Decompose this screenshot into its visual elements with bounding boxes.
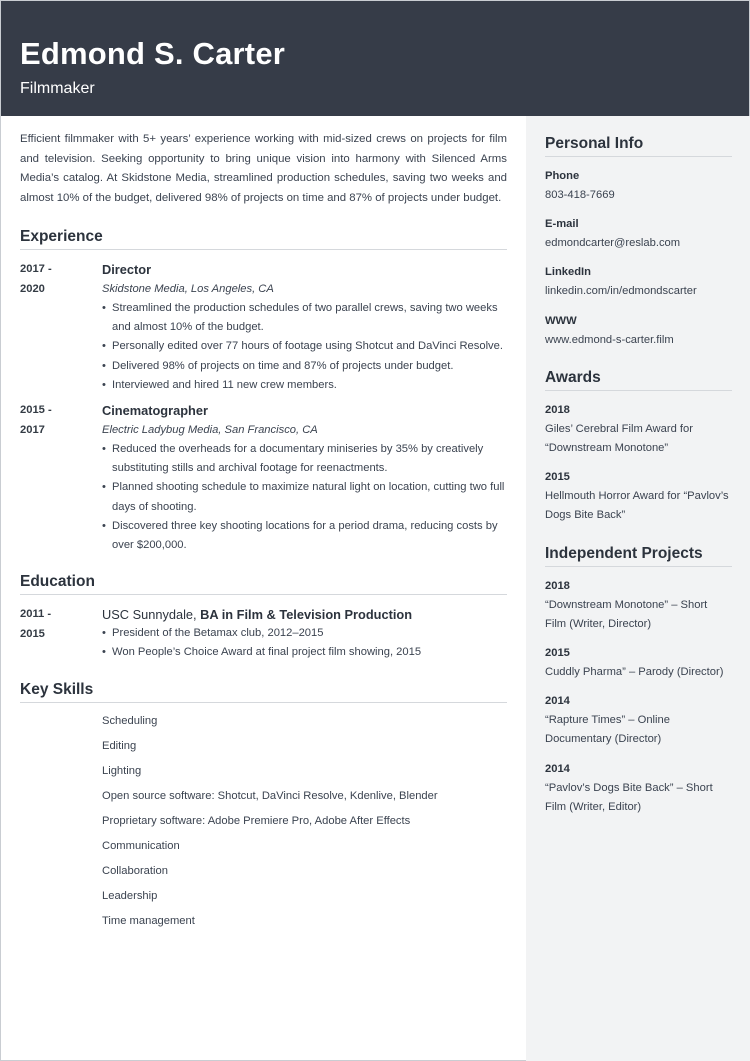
entry-date [20,401,102,555]
summary-paragraph: Efficient filmmaker with 5+ years’ experience working with mid-sized crews on projects for film and television. Seeking opportunity to bring unique vision into harmony with Silenced Arms Media’s catalog. At Skidstone Media, streamlined production schedules, saving two weeks and almost 10% of the budget, delivered 98% of projects on time and 87% of projects under budget. [20,133,507,204]
bullet-item: • Interviewed and hired 11 new crew members. [102,376,507,395]
entry-body [102,260,507,395]
date-end: 2017 [20,423,45,436]
phone-value: 803-418-7669 [545,189,615,201]
job-title: Cinematographer [102,403,208,419]
projects-section [545,545,731,817]
bullet-item: • Planned shooting schedule to maximize natural light on location, cutting two full days of shooting. [102,478,507,516]
personal-info-heading: Personal Info [545,135,732,157]
bullet-item: • Reduced the overheads for a documentary miniseries by 35% by creatively substituting stills and archival footage for reenactments. [102,440,507,478]
job-company: Electric Ladybug Media, San Francisco, CA [102,424,318,437]
skill-item: Leadership [102,889,158,902]
education-bullets [102,624,507,662]
job-bullets [102,299,507,395]
bullet-item: • Discovered three key shooting locations for a period drama, reducing costs by over $200,000. [102,517,507,555]
project-text: Cuddly Pharma” – Parody (Director) [545,666,724,679]
awards-heading: Awards [545,369,732,391]
linkedin-label: LinkedIn [545,266,591,279]
linkedin-value: linkedin.com/in/edmondscarter [545,285,697,298]
skill-item: Proprietary software: Adobe Premiere Pro, Adobe After Effects [102,814,411,827]
skill-item: Communication [102,839,180,852]
personal-info-section [545,135,731,350]
education-school [102,605,507,624]
entry-body [102,605,507,662]
award-text: Giles’ Cerebral Film Award for “Downstream Monotone” [545,422,693,455]
project-year: 2015 [545,647,570,660]
skill-item: Time management [102,914,195,927]
experience-entry [20,401,507,555]
sidebar [526,116,750,1061]
education-heading: Education [20,573,507,595]
date-start: 2011 - [20,608,52,621]
education-entry [20,605,507,662]
bullet-item: • President of the Betamax club, 2012–2015 [102,624,507,643]
skill-item: Collaboration [102,864,168,877]
bullet-item: • Delivered 98% of projects on time and 87% of projects under budget. [102,357,507,376]
bullet-item: • Won People’s Choice Award at final project film showing, 2015 [102,643,507,662]
www-label: WWW [545,314,577,327]
candidate-role: Filmmaker [20,80,95,97]
date-end: 2015 [20,627,45,640]
project-year: 2014 [545,762,570,775]
entry-body [102,401,507,555]
degree-name: BA in Film & Television Production [200,607,413,623]
job-title: Director [102,262,152,277]
project-year: 2014 [545,695,570,708]
phone-label: Phone [545,170,580,182]
candidate-name: Edmond S. Carter [20,36,286,71]
www-value: www.edmond-s-carter.film [545,333,674,346]
bullet-item: • Streamlined the production schedules of two parallel crews, saving two weeks and almost 10% of the budget. [102,299,507,337]
experience-entry [20,260,507,395]
project-text: “Rapture Times” – Online Documentary (Director) [545,714,670,746]
skills-heading: Key Skills [20,681,507,703]
job-company: Skidstone Media, Los Angeles, CA [102,283,274,295]
school-name: USC Sunnydale, [102,607,197,623]
entry-date [20,605,102,662]
email-label: E-mail [545,218,579,231]
experience-section [20,228,507,555]
date-start: 2015 - [20,404,52,417]
award-text: Hellmouth Horror Award for “Pavlov’s Dogs Bite Back” [545,490,729,522]
entry-date [20,260,102,395]
project-text: “Pavlov’s Dogs Bite Back” – Short Film (Writer, Editor) [545,781,713,813]
project-year: 2018 [545,579,570,592]
skill-item: Lighting [102,764,142,777]
project-text: “Downstream Monotone” – Short Film (Writer, Director) [545,598,708,630]
email-value: edmondcarter@reslab.com [545,237,681,250]
awards-section [545,369,731,526]
skills-list [102,709,507,934]
main-column [20,130,507,934]
date-start: 2017 - [20,263,52,275]
projects-heading: Independent Projects [545,545,732,567]
skill-item: Open source software: Shotcut, DaVinci Resolve, Kdenlive, Blender [102,789,438,802]
award-year: 2018 [545,403,570,416]
skill-item: Scheduling [102,714,158,727]
skill-item: Editing [102,739,137,752]
experience-heading: Experience [20,228,507,250]
award-year: 2015 [545,471,570,484]
skills-section [20,681,507,934]
resume-header [1,1,749,116]
education-section [20,573,507,662]
bullet-item: • Personally edited over 77 hours of footage using Shotcut and DaVinci Resolve. [102,337,507,356]
job-bullets [102,440,507,555]
date-end: 2020 [20,282,45,295]
